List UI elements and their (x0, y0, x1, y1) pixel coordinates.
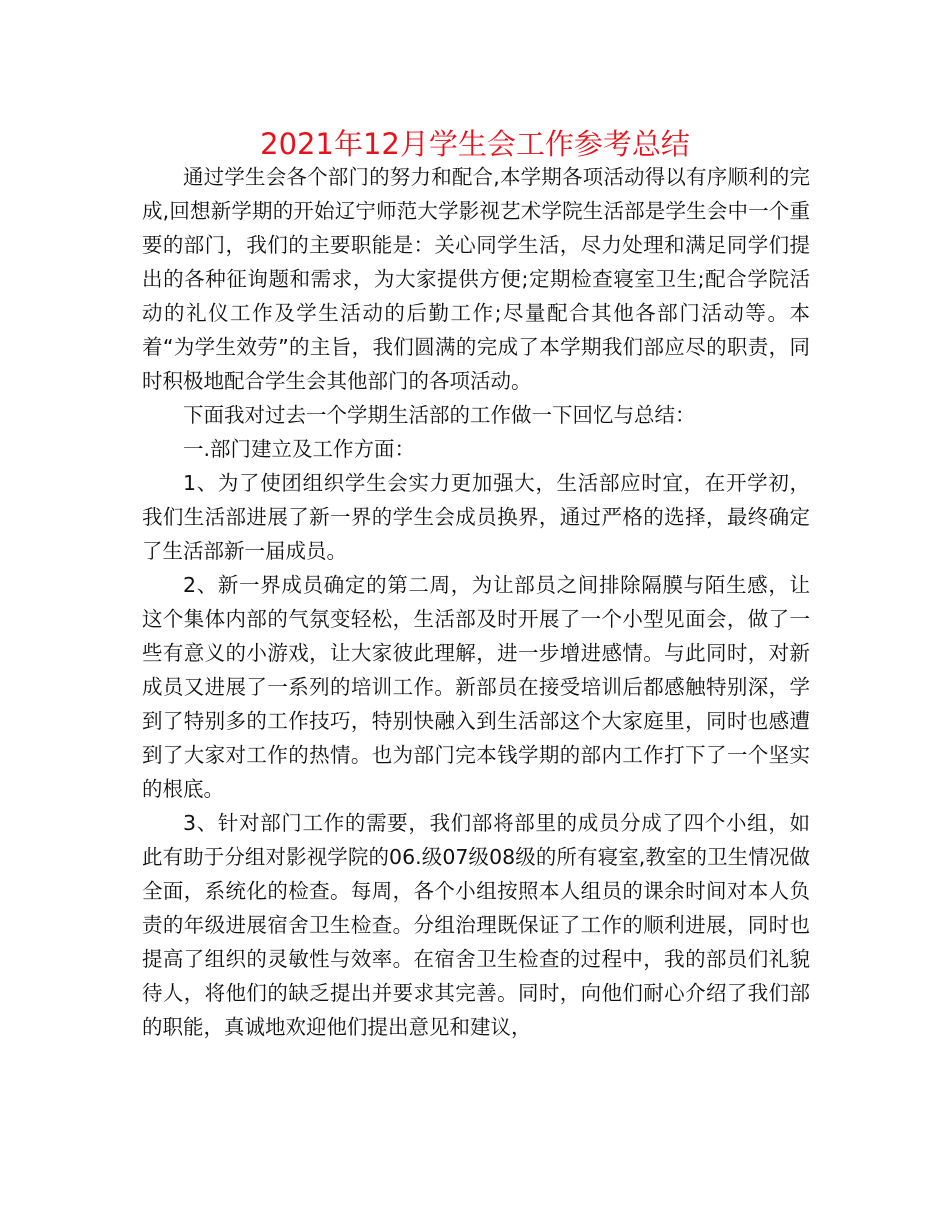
paragraph-item-1: 1、为了使团组织学生会实力更加强大，生活部应时宜，在开学初，我们生活部进展了新一界的学生会成员换界，通过严格的选择，最终确定了生活部新一届成员。 (142, 471, 810, 563)
document-title: 2021年12月学生会工作参考总结 (260, 127, 690, 161)
paragraph-item-3: 3、针对部门工作的需要，我们部将部里的成员分成了四个小组，如此有助于分组对影视学院的06.级07级08级的所有寝室,教室的卫生情况做全面，系统化的检查。每周，各个小组按照本人组员的课余时间对本人负责的年级进展宿舍卫生检查。分组治理既保证了工作的顺利进展，同时也提高了组织的灵敏性与效率。在宿舍卫生检查的过程中，我的部员们礼貌待人，将他们的缺乏提出并要求其完善。同时，向他们耐心介绍了我们部的职能，真诚地欢迎他们提出意见和建议， (142, 811, 810, 1039)
paragraph-intro: 通过学生会各个部门的努力和配合,本学期各项活动得以有序顺利的完成,回想新学期的开始辽宁师范大学影视艺术学院生活部是学生会中一个重要的部门，我们的主要职能是：关心同学生活，尽力处理和满足同学们提出的各种征询题和需求，为大家提供方便;定期检查寝室卫生;配合学院活动的礼仪工作及学生活动的后勤工作;尽量配合其他各部门活动等。本着“为学生效劳”的主旨，我们圆满的完成了本学期我们部应尽的职责，同时积极地配合学生会其他部门的各项活动。 (142, 165, 810, 393)
paragraph-summary-lead: 下面我对过去一个学期生活部的工作做一下回忆与总结： (183, 403, 696, 427)
section-heading-department: 一.部门建立及工作方面： (183, 437, 416, 461)
paragraph-item-2: 2、新一界成员确定的第二周，为让部员之间排除隔膜与陌生感，让这个集体内部的气氛变轻松，生活部及时开展了一个小型见面会，做了一些有意义的小游戏，让大家彼此理解，进一步增进感情。与此同时，对新成员又进展了一系列的培训工作。新部员在接受培训后都感触特别深，学到了特别多的工作技巧，特别快融入到生活部这个大家庭里，同时也感遭到了大家对工作的热情。也为部门完本钱学期的部内工作打下了一个坚实的根底。 (142, 573, 810, 801)
document-body (142, 160, 810, 1044)
